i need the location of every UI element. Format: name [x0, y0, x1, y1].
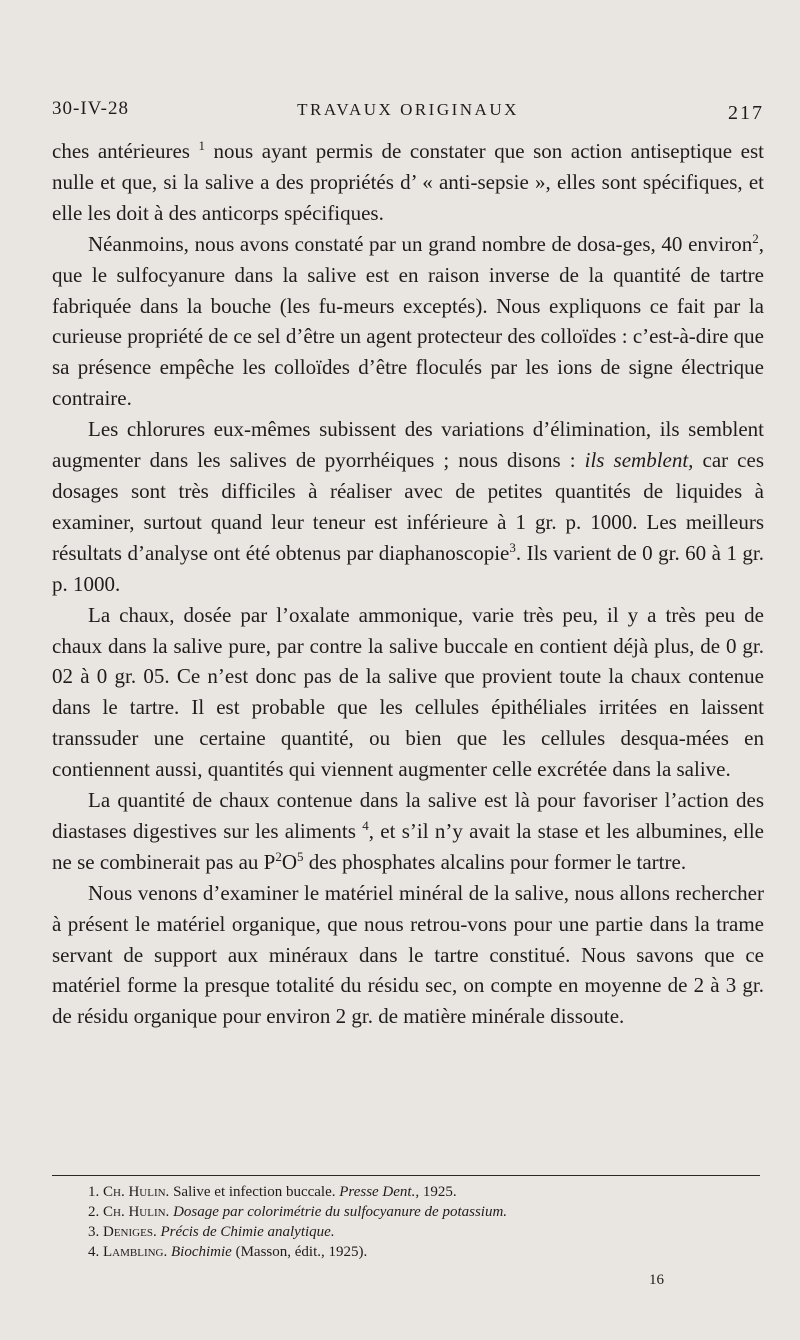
footnote-source: Presse Dent.,	[339, 1184, 420, 1200]
footnote-2	[88, 1202, 728, 1222]
footnote-author: Ch. Hulin.	[103, 1204, 170, 1220]
text-run: des phosphates alcalins pour former le tartre.	[303, 849, 687, 874]
footnote-4	[88, 1242, 728, 1262]
paragraph-1	[52, 136, 764, 229]
footnote-author: Lambling.	[103, 1244, 168, 1260]
chemical-subscript-5: 5	[297, 848, 304, 864]
footnote-number: 2.	[88, 1204, 100, 1220]
text-run: Les chlorures eux-mêmes subissent des variations d’élimination, ils semblent augmenter dans les salives de pyorrhéiques ; nous disons :	[52, 417, 764, 473]
footnote-ref-3: 3	[509, 539, 516, 555]
paragraph-2	[52, 229, 764, 414]
footnote-rule	[52, 1175, 760, 1176]
chemical-subscript-2: 2	[275, 848, 282, 864]
text-run: La quantité de chaux contenue dans la salive est là pour favoriser l’action des diastases digestives sur les aliments	[52, 788, 764, 843]
issue-date: 30-IV-28	[52, 98, 129, 119]
signature-folio: 16	[649, 1272, 664, 1288]
footnotes	[88, 1182, 728, 1262]
paragraph-6: Nous venons d’examiner le matériel minéral de la salive, nous allons rechercher à présent le matériel organique, que nous retrou-vons pour une partie dans la trame servant de support aux minéraux dans le tartre constitué. Nous savons que ce matériel forme la presque totalité du résidu sec, on compte en moyenne de 2 à 3 gr. de résidu organique pour environ 2 gr. de matière minérale dissoute.	[52, 880, 764, 1029]
italic-emphasis: ils semblent,	[584, 448, 694, 473]
footnote-number: 3.	[88, 1224, 100, 1240]
footnote-publisher: (Masson, édit., 1925).	[235, 1244, 368, 1260]
article-text	[52, 136, 764, 1032]
footnote-author: Ch. Hulin.	[103, 1184, 170, 1200]
footnote-number: 4.	[88, 1244, 100, 1260]
footnote-source: Dosage par colorimétrie du sulfocyanure de potassium.	[173, 1204, 508, 1220]
paragraph-4: La chaux, dosée par l’oxalate ammonique, varie très peu, il y a très peu de chaux dans la salive pure, par contre la salive buccale en contient déjà plus, de 0 gr. 02 à 0 gr. 05. Ce n’est donc pas de la salive que provient toute la chaux contenue dans le tartre. Il est probable que les cellules épithéliales irritées en laissent transsuder une certaine quantité, ou bien que les cellules desqua-mées en contiennent aussi, quantités qui viennent augmenter celle excrétée dans la salive.	[52, 602, 764, 782]
footnote-source: Biochimie	[171, 1244, 232, 1260]
footnote-year: 1925.	[422, 1184, 457, 1200]
footnote-ref-1: 1	[198, 138, 206, 153]
running-head	[52, 98, 764, 136]
text-run: Néanmoins, nous avons constaté par un grand nombre de dosa-ges, 40 environ	[88, 231, 753, 256]
text-run: ches antérieures	[52, 139, 199, 163]
text-run: car ces dosages sont très difficiles à réaliser avec de petites quantités de liquides à examiner, surtout quand leur teneur est inférieure à 1 gr. p. 1000. Les meilleurs résultats d’analyse ont été obtenus par diaphanoscopie	[52, 448, 764, 565]
footnote-1	[88, 1182, 728, 1202]
page-number: 217	[728, 102, 764, 124]
footnote-ref-2: 2	[752, 230, 759, 246]
footnote-ref-4: 4	[362, 817, 369, 833]
footnote-3	[88, 1222, 728, 1242]
text-run: , que le sulfocyanure dans la salive est en raison inverse de la quantité de tartre fabriquée dans la bouche (les fu-meurs exceptés). Nous expliquons ce fait par la curieuse propriété de ce sel d’être un agent protecteur des colloïdes : c’est-à-dire que sa présence empêche les colloïdes d’être floculés par les ions de signe électrique contraire.	[52, 231, 764, 411]
journal-section-title: TRAVAUX ORIGINAUX	[297, 100, 519, 119]
text-run: nous ayant permis de constater que son action antiseptique est nulle et que, si la salive a des propriétés d’ « anti-sepsie », elles sont spécifiques, et elle les doit à des anticorps spécifiques.	[52, 139, 764, 225]
footnote-source: Précis de Chimie analytique.	[160, 1224, 335, 1240]
footnote-title: Salive et infection buccale.	[173, 1184, 336, 1200]
text-run: , et s’il n’y avait la stase et les albumines, elle ne se combinerait pas au P	[52, 818, 764, 874]
paragraph-5	[52, 785, 764, 878]
footnote-number: 1.	[88, 1184, 100, 1200]
page-body	[52, 98, 764, 1032]
text-run: O	[281, 849, 298, 874]
footnote-author: Deniges.	[103, 1224, 157, 1240]
paragraph-3	[52, 414, 764, 599]
text-run: . Ils varient de 0 gr. 60 à 1 gr. p. 1000.	[52, 540, 764, 596]
